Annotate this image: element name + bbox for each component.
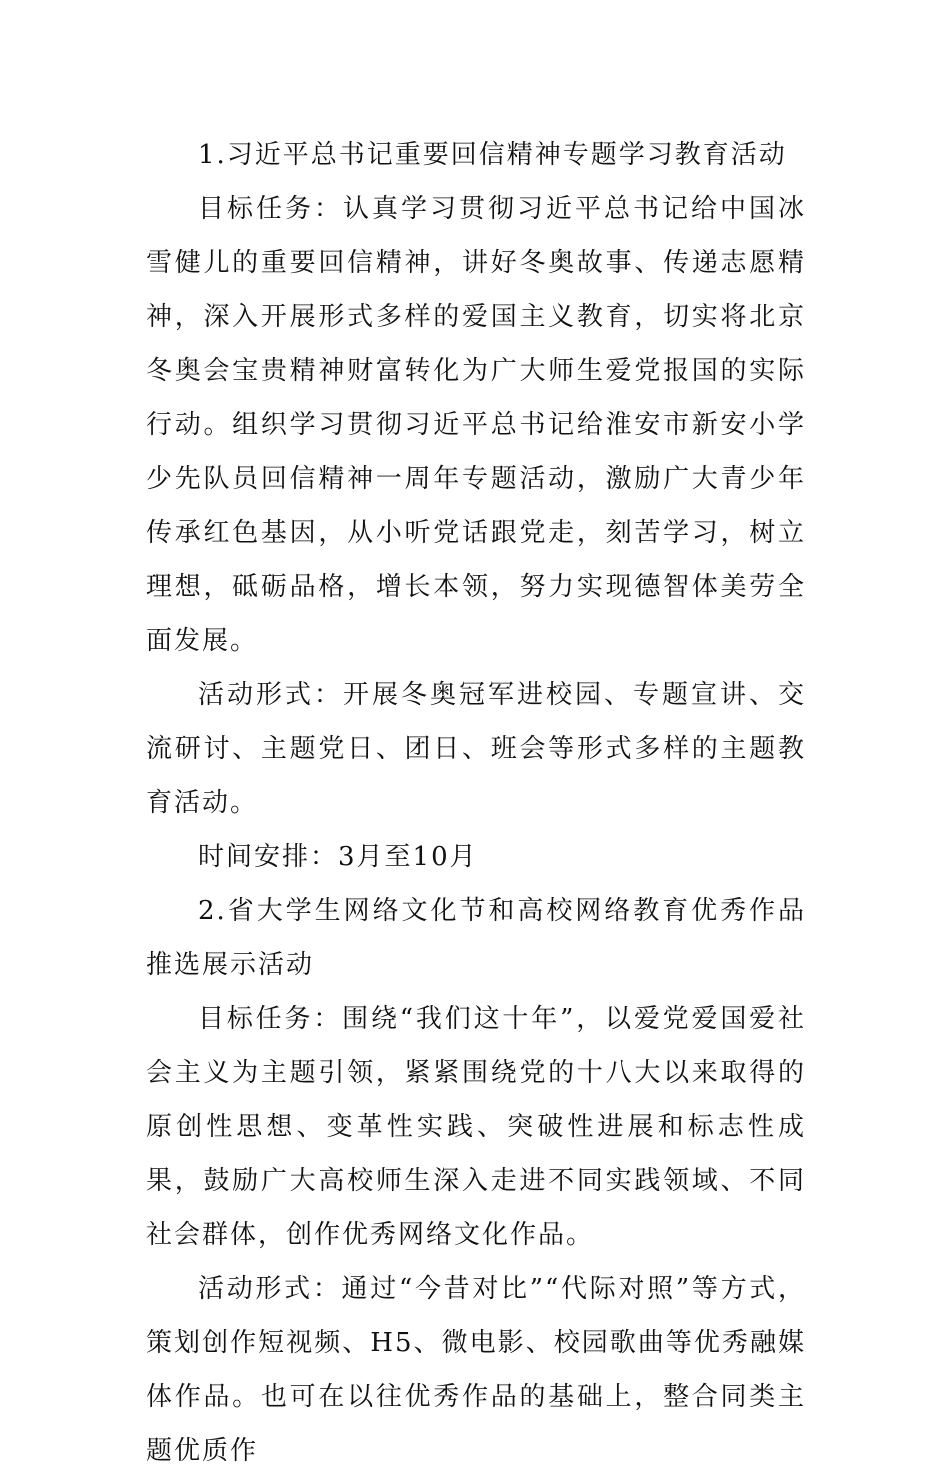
section-1-heading: 1.习近平总书记重要回信精神专题学习教育活动 <box>198 140 787 170</box>
section-1-format: 活动形式：开展冬奥冠军进校园、专题宣讲、交流研讨、主题党日、团日、班会等形式多样的主题教育活动。 <box>146 680 806 818</box>
section-2-format: 活动形式：通过“今昔对比”“代际对照”等方式，策划创作短视频、H5、微电影、校园歌曲等优秀融媒体作品。也可在以往优秀作品的基础上，整合同类主题优质作 <box>146 1274 806 1466</box>
section-2-heading: 2.省大学生网络文化节和高校网络教育优秀作品推选展示活动 <box>146 896 806 980</box>
document-body <box>146 128 806 1478</box>
section-1-schedule: 时间安排：3月至10月 <box>198 842 478 872</box>
section-2-goal: 目标任务：围绕“我们这十年”，以爱党爱国爱社会主义为主题引领，紧紧围绕党的十八大以来取得的原创性思想、变革性实践、突破性进展和标志性成果，鼓励广大高校师生深入走进不同实践领域、不同社会群体，创作优秀网络文化作品。 <box>146 1004 806 1250</box>
section-1-goal: 目标任务：认真学习贯彻习近平总书记给中国冰雪健儿的重要回信精神，讲好冬奥故事、传递志愿精神，深入开展形式多样的爱国主义教育，切实将北京冬奥会宝贵精神财富转化为广大师生爱党报国的实际行动。组织学习贯彻习近平总书记给淮安市新安小学少先队员回信精神一周年专题活动，激励广大青少年传承红色基因，从小听党话跟党走，刻苦学习，树立理想，砥砺品格，增长本领，努力实现德智体美劳全面发展。 <box>146 194 806 656</box>
